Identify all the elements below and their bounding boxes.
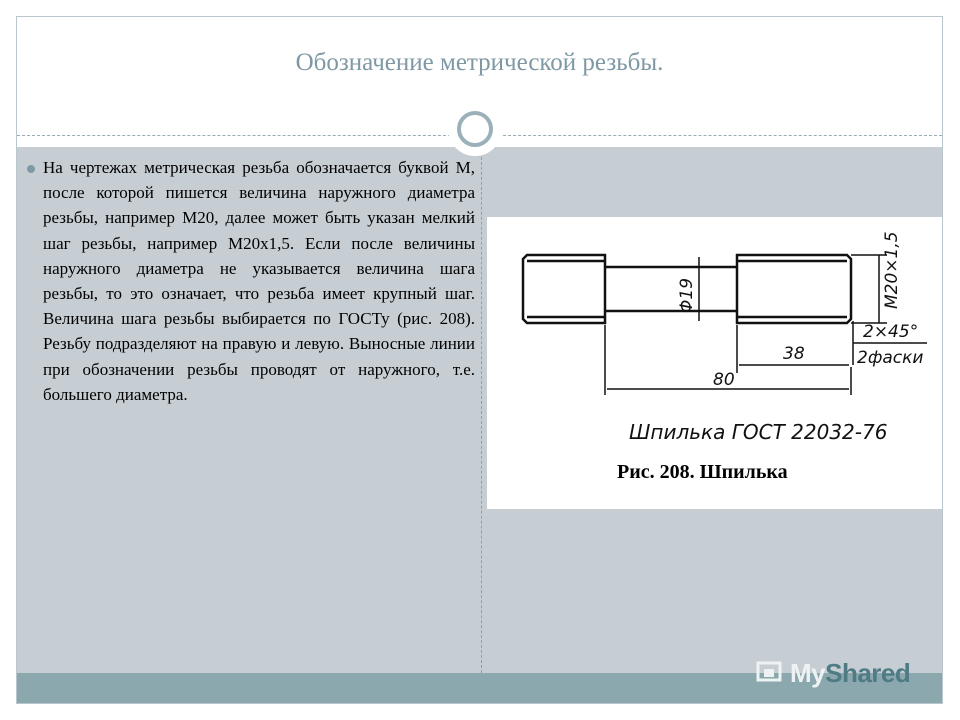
chamfer-note: 2фаски — [857, 348, 924, 368]
watermark-icon — [752, 656, 786, 688]
stud-figure — [487, 217, 943, 509]
diameter-label: Φ19 — [677, 277, 697, 313]
bullet-dot — [27, 165, 35, 173]
thread-label: M20×1,5 — [882, 231, 902, 309]
right-thread-body — [737, 255, 851, 323]
dim-80: 80 — [713, 370, 735, 390]
left-thread-body — [523, 255, 605, 323]
column-divider — [481, 147, 482, 673]
chamfer-label: 2×45° — [863, 322, 919, 342]
watermark-prefix: My — [790, 658, 826, 688]
watermark-logo — [752, 656, 932, 688]
body-paragraph: На чертежах метрическая резьба обозначается буквой М, после которой пишется величина наружного диаметра резьбы, например М20, далее может быть указан мелкий шаг резьбы, например М20х1,5. Если после величины наружного диаметра не указывается величина шага резьбы, то это означает, что резьба имеет крупный шаг. Величина шага резьбы выбирается по ГОСТу (рис. 208). Резьбу подразделяют на правую и левую. Выносные линии при обозначении резьбы проводят от наружного, т.е. большего диаметра. — [43, 158, 475, 404]
dim-38: 38 — [783, 344, 805, 364]
divider-ornament — [448, 102, 502, 156]
slide-title: Обозначение метрической резьбы. — [295, 49, 664, 76]
figure-caption: Рис. 208. Шпилька — [617, 461, 788, 483]
watermark-suffix: Shared — [825, 658, 911, 688]
ornament-ring — [457, 111, 493, 147]
stud-drawing — [487, 217, 943, 457]
part-label: Шпилька ГОСТ 22032-76 — [629, 420, 888, 444]
